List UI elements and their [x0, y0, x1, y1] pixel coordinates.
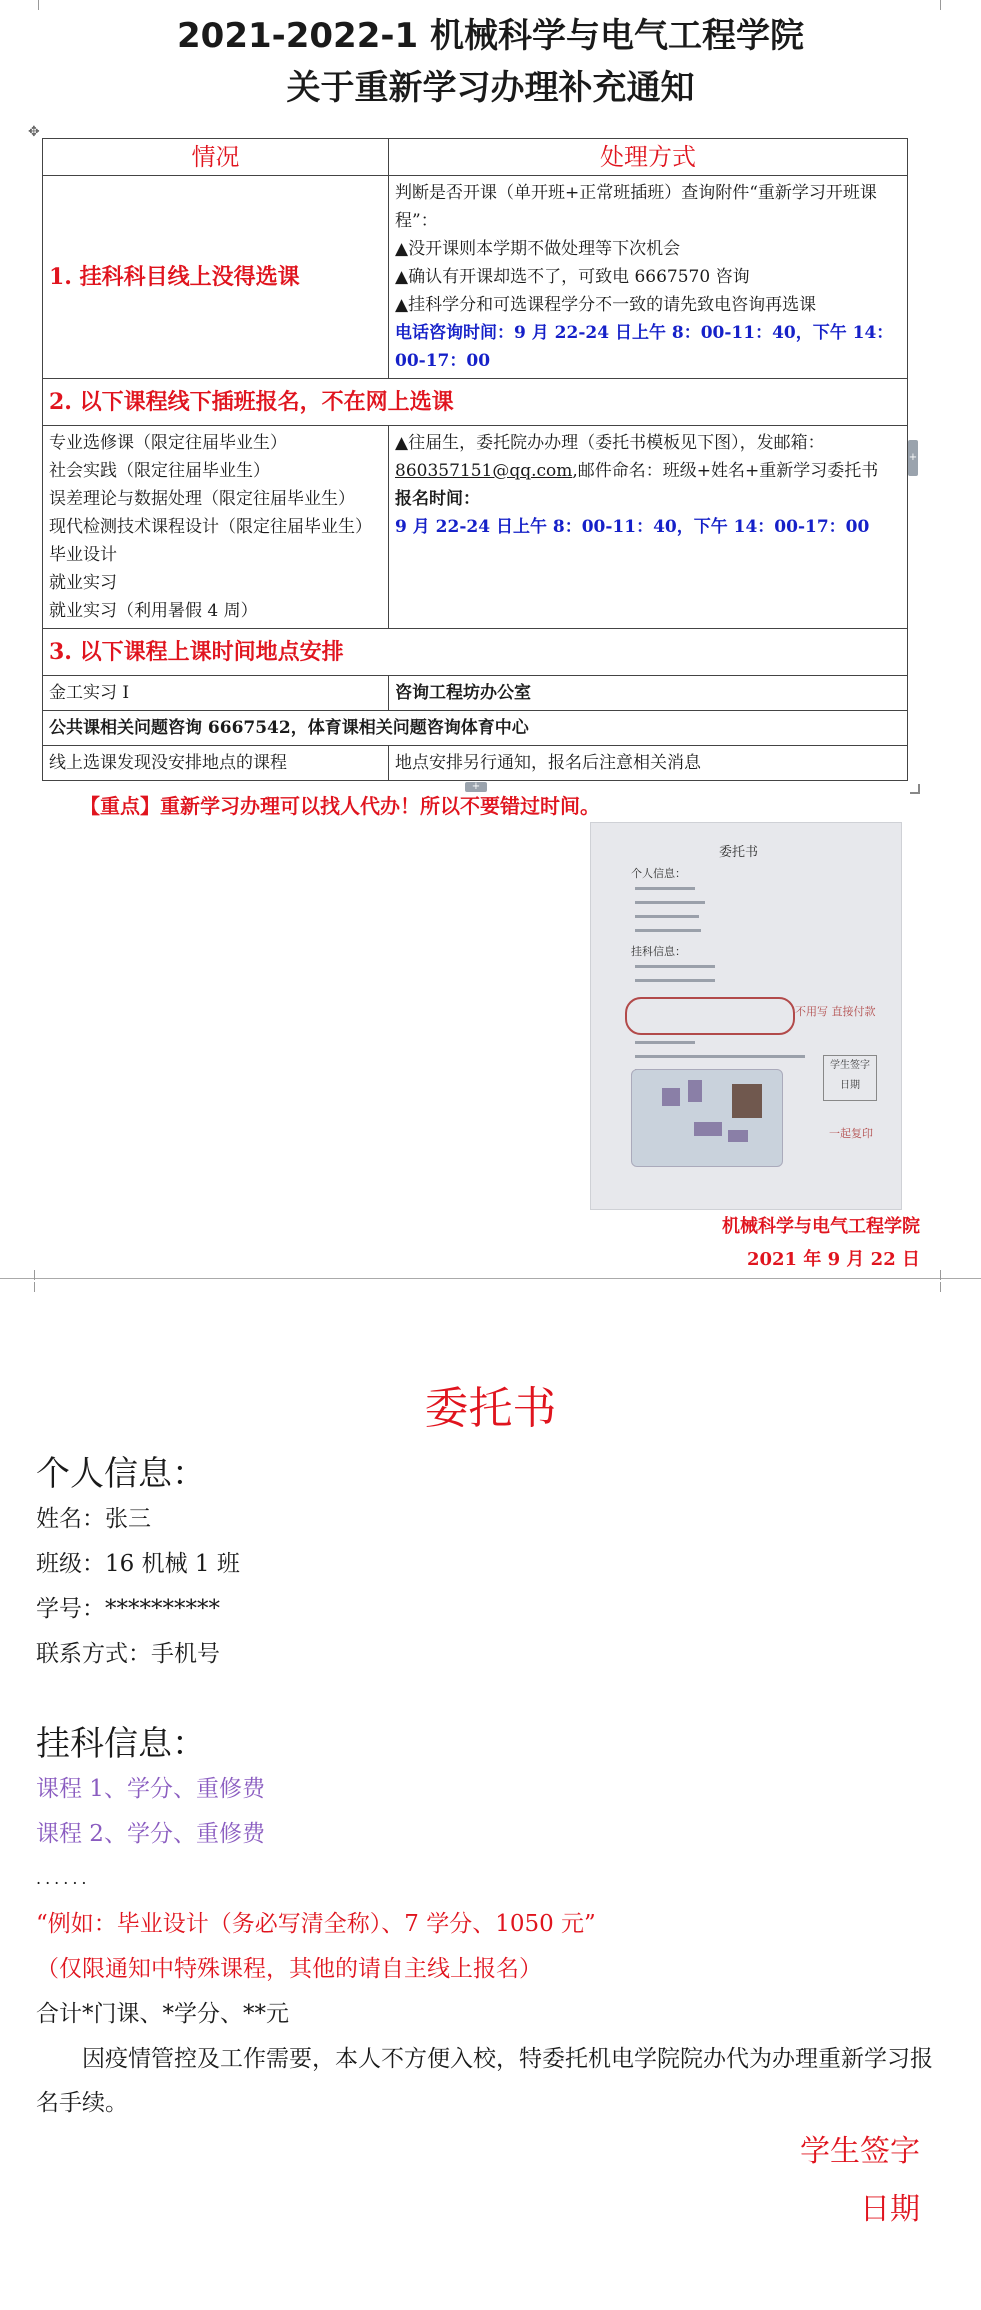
ellipsis-line: ......: [36, 1869, 91, 1888]
page-corner-marker: [20, 1270, 35, 1280]
page-corner-marker: [940, 1282, 955, 1292]
handwritten-circle: [625, 997, 795, 1035]
method-line: ▲没开课则本学期不做处理等下次机会: [395, 239, 681, 259]
table-resize-handle-icon[interactable]: [910, 784, 920, 794]
notice-table: [42, 138, 908, 781]
add-column-icon[interactable]: +: [908, 440, 918, 476]
method-text: [395, 429, 901, 485]
photo-date-label: 日期: [840, 1080, 860, 1091]
consult-cell: 公共课相关问题咨询 6667542，体育课相关问题咨询体育中心: [43, 711, 908, 746]
photo-signature-box: [823, 1055, 877, 1101]
method-prefix: ▲往届生，委托院办办理（委托书模板见下图），发邮箱：: [395, 433, 825, 453]
page-corner-marker: [940, 1270, 955, 1280]
email-link[interactable]: 860357151@qq.com: [395, 461, 573, 481]
table-section-row: [43, 379, 908, 426]
course-item: 就业实习（利用暑假 4 周）: [49, 601, 258, 621]
fail-info-header: 挂科信息：: [36, 1724, 206, 1764]
table-header-row: [43, 139, 908, 176]
course-cell: 线上选课发现没安排地点的课程: [43, 746, 389, 781]
table-row: [43, 711, 908, 746]
photo-handwriting1: 不用写 直接付款: [795, 1005, 876, 1018]
proxy-title: 委托书: [424, 1383, 557, 1434]
section-header-offline: 2. 以下课程线下插班报名，不在网上选课: [43, 379, 908, 426]
section-header-schedule: 3. 以下课程上课时间地点安排: [43, 629, 908, 676]
add-row-icon[interactable]: +: [465, 782, 487, 792]
photo-handwriting2: 一起复印: [829, 1127, 873, 1140]
table-row: [43, 746, 908, 781]
method-line: ▲挂科学分和可选课程学分不一致的请先致电咨询再选课: [395, 295, 817, 315]
sign-label: 学生签字: [800, 2134, 920, 2169]
situation-cell: 1. 挂科科目线上没得选课: [43, 176, 389, 379]
course-item: 误差理论与数据处理（限定往届毕业生）: [49, 489, 355, 509]
photo-personal-label: 个人信息：: [631, 867, 686, 880]
signup-label: 报名时间：: [395, 489, 480, 509]
course-item: 现代检测技术课程设计（限定往届毕业生）: [49, 517, 372, 537]
table-row: [43, 426, 908, 629]
phone-time: 电话咨询时间：9 月 22-24 日上午 8：00-11：40，下午 14：00-17：00: [395, 323, 894, 371]
photo-fail-label: 挂科信息：: [631, 945, 686, 958]
photo-signature-label: 学生签字: [830, 1060, 870, 1071]
method-suffix: ,邮件命名：班级+姓名+重新学习委托书: [572, 461, 879, 481]
signup-time: 9 月 22-24 日上午 8：00-11：40，下午 14：00-17：00: [395, 517, 870, 537]
course-cell: 金工实习 I: [43, 676, 389, 711]
table-move-handle-icon[interactable]: ✥: [28, 124, 40, 140]
document-title-line2: 关于重新学习办理补充通知: [286, 68, 695, 108]
id-card-image: [631, 1069, 783, 1167]
contact-line: 联系方式：手机号: [36, 1641, 220, 1667]
total-line: 合计*门课、*学分、**元: [36, 2001, 289, 2027]
table-section-row: [43, 629, 908, 676]
name-line: 姓名：张三: [36, 1506, 151, 1532]
column-header-situation: 情况: [43, 139, 389, 176]
key-note: 【重点】重新学习办理可以找人代办！所以不要错过时间。: [80, 794, 600, 818]
signoff-org: 机械科学与电气工程学院: [722, 1216, 920, 1237]
method-line: ▲确认有开课却选不了，可致电 6667570 咨询: [395, 267, 750, 287]
course2-line: 课程 2、学分、重修费: [36, 1821, 265, 1847]
note-line: （仅限通知中特殊课程，其他的请自主线上报名）: [36, 1956, 542, 1982]
date-label: 日期: [860, 2192, 920, 2227]
method-cell: [389, 426, 908, 629]
table-row: [43, 676, 908, 711]
place-cell: 地点安排另行通知，报名后注意相关消息: [389, 746, 908, 781]
page-break-divider: [0, 1278, 981, 1279]
table-row: [43, 176, 908, 379]
proxy-letter-photo: [590, 822, 902, 1210]
photo-doc-title: 委托书: [719, 845, 759, 860]
signoff-date: 2021 年 9 月 22 日: [746, 1249, 920, 1270]
example-line: “例如：毕业设计（务必写清全称）、7 学分、1050 元”: [36, 1911, 596, 1937]
course-item: 就业实习: [49, 573, 117, 593]
course-list-cell: [43, 426, 389, 629]
course-item: 社会实践（限定往届毕业生）: [49, 461, 270, 481]
course-item: 专业选修课（限定往届毕业生）: [49, 433, 287, 453]
class-line: 班级：16 机械 1 班: [36, 1551, 240, 1577]
page-corner-marker: [20, 1282, 35, 1292]
course1-line: 课程 1、学分、重修费: [36, 1776, 265, 1802]
student-id-line: 学号：**********: [36, 1596, 220, 1622]
course-item: 毕业设计: [49, 545, 117, 565]
personal-info-header: 个人信息：: [36, 1454, 206, 1494]
proxy-paragraph: 因疫情管控及工作需要，本人不方便入校，特委托机电学院院办代为办理重新学习报名手续。: [36, 2046, 933, 2116]
method-line: 判断是否开课（单开班+正常班插班）查询附件“重新学习开班课程”：: [395, 183, 877, 231]
column-header-method: 处理方式: [389, 139, 908, 176]
method-cell: [389, 176, 908, 379]
place-cell: 咨询工程坊办公室: [389, 676, 908, 711]
document-title-line1: 2021-2022-1 机械科学与电气工程学院: [177, 16, 804, 56]
